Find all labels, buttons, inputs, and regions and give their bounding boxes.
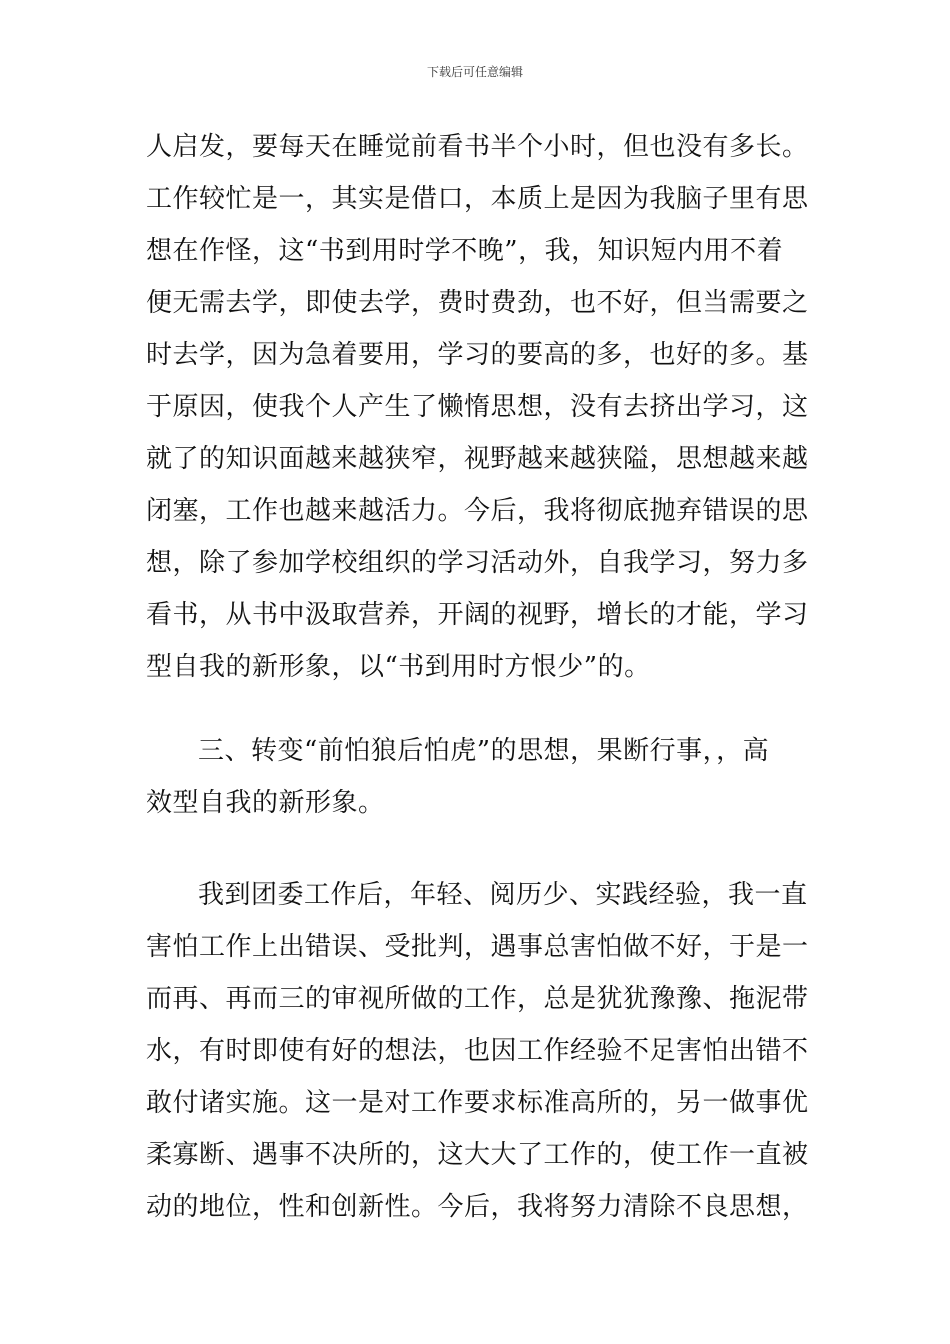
text-line: 动的地位，性和创新性。今后，我将努力清除不良思想，: [146, 1192, 809, 1222]
text-line: 想在作怪，这“书到用时学不晚”，我，知识短内用不着: [146, 236, 784, 266]
section-heading-line: 效型自我的新形象。: [146, 788, 385, 818]
text-line: 水，有时即使有好的想法，也因工作经验不足害怕出错不: [146, 1036, 809, 1066]
text-line: 工作较忙是一，其实是借口，本质上是因为我脑子里有思: [146, 184, 809, 214]
text-line: 想，除了参加学校组织的学习活动外，自我学习，努力多: [146, 548, 809, 578]
text-line: 而再、再而三的审视所做的工作，总是犹犹豫豫、拖泥带: [146, 984, 809, 1014]
section-heading-line: 三、转变“前怕狼后怕虎”的思想，果断行事，，高: [198, 736, 770, 766]
text-line: 我到团委工作后，年轻、阅历少、实践经验，我一直: [198, 880, 808, 910]
text-line: 敢付诸实施。这一是对工作要求标准高所的，另一做事优: [146, 1088, 809, 1118]
text-line: 便无需去学，即使去学，费时费劲，也不好，但当需要之: [146, 288, 809, 318]
text-line: 时去学，因为急着要用，学习的要高的多，也好的多。基: [146, 340, 809, 370]
text-line: 人启发，要每天在睡觉前看书半个小时，但也没有多长。: [146, 132, 809, 162]
text-line: 看书，从书中汲取营养，开阔的视野，增长的才能，学习: [146, 600, 809, 630]
text-line: 柔寡断、遇事不决所的，这大大了工作的，使工作一直被: [146, 1140, 809, 1170]
text-line: 就了的知识面越来越狭窄，视野越来越狭隘，思想越来越: [146, 444, 809, 474]
text-line: 害怕工作上出错误、受批判，遇事总害怕做不好，于是一: [146, 932, 809, 962]
page-header: 下载后可任意编辑: [426, 65, 523, 79]
text-line: 于原因，使我个人产生了懒惰思想，没有去挤出学习，这: [146, 392, 809, 422]
text-line: 闭塞，工作也越来越活力。今后，我将彻底抛弃错误的思: [146, 496, 809, 526]
text-line: 型自我的新形象，以“书到用时方恨少”的。: [146, 652, 651, 682]
